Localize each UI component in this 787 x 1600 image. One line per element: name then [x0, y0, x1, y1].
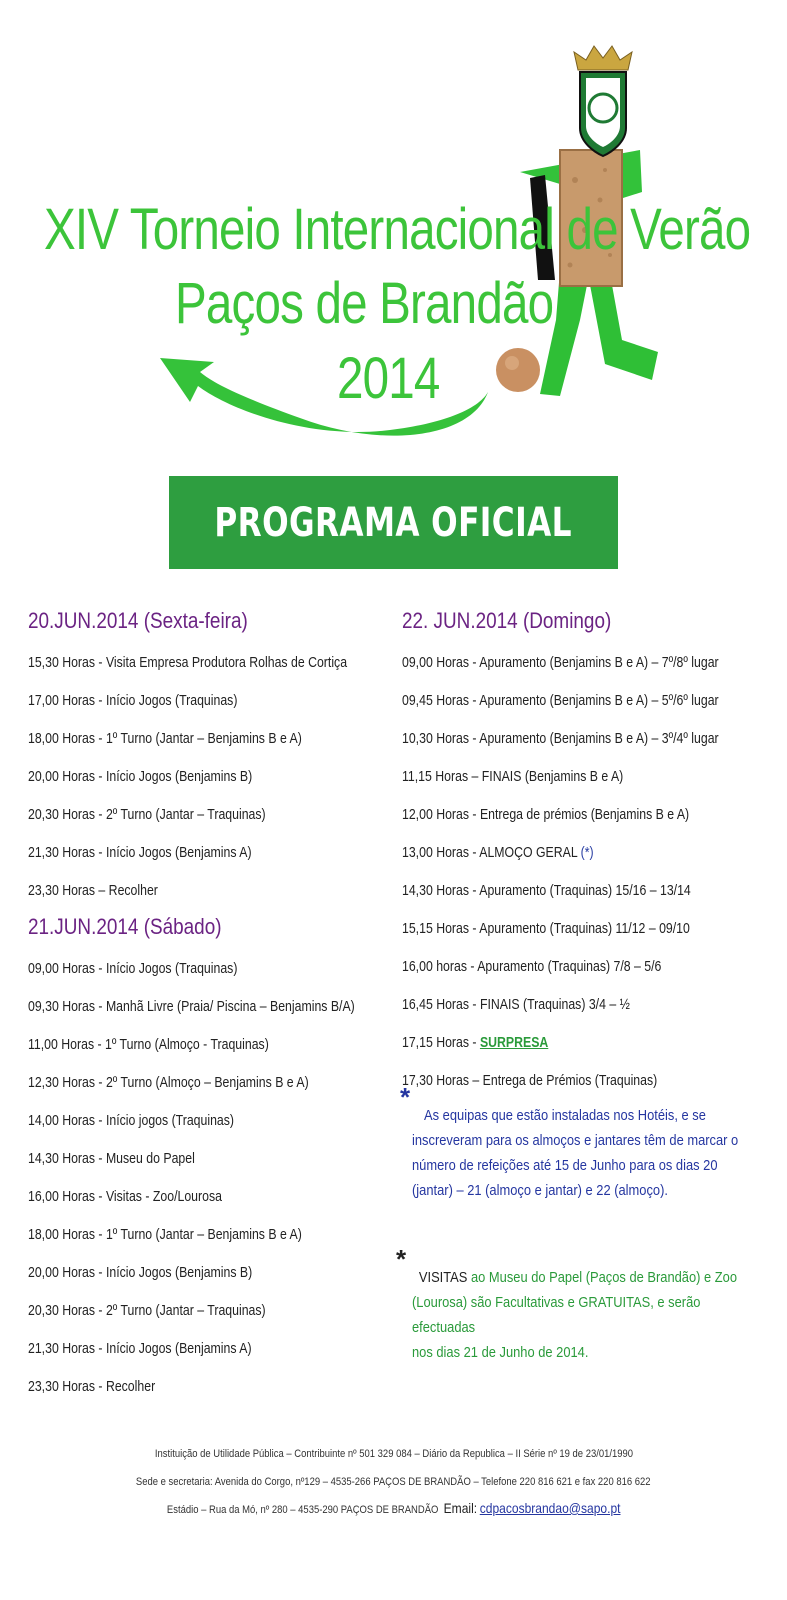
title-line-1: XIV Torneio Internacional de Verão	[44, 197, 751, 262]
event-row: 14,30 Horas - Museu do Papel	[28, 1150, 195, 1167]
event-row: 17,00 Horas - Início Jogos (Traquinas)	[28, 692, 238, 709]
event-row: 18,00 Horas - 1º Turno (Jantar – Benjamins B e A)	[28, 730, 302, 747]
footer-line-3	[0, 1500, 787, 1516]
footer-text: Estádio – Rua da Mó, nº 280 – 4535-290 PAÇOS DE BRANDÃO	[166, 1504, 439, 1516]
event-row: 20,30 Horas - 2º Turno (Jantar – Traquinas)	[28, 806, 266, 823]
event-row: 12,00 Horas - Entrega de prémios (Benjamins B e A)	[402, 806, 690, 823]
note-line: número de refeições até 15 de Junho para os dias 20	[412, 1157, 718, 1174]
email-link[interactable]: cdpacosbrandao@sapo.pt	[479, 1500, 621, 1516]
event-row	[402, 834, 705, 872]
event-row: 09,45 Horas - Apuramento (Benjamins B e A) – 5º/6º lugar	[402, 692, 719, 709]
event-text: 17,15 Horas -	[402, 1034, 480, 1051]
day-title-3: 22. JUN.2014 (Domingo)	[402, 608, 612, 633]
title-line-3: 2014	[337, 346, 440, 411]
note-line: nos dias 21 de Junho de 2014.	[412, 1344, 589, 1361]
event-row: 09,30 Horas - Manhã Livre (Praia/ Piscina – Benjamins B/A)	[28, 998, 355, 1015]
event-row: 11,00 Horas - 1º Turno (Almoço - Traquinas)	[28, 1036, 269, 1053]
event-row: 23,30 Horas – Recolher	[28, 882, 158, 899]
note-line: inscreveram para os almoços e jantares têm de marcar o	[412, 1132, 739, 1149]
note-line	[412, 1265, 739, 1290]
right-column	[402, 606, 772, 1100]
event-row: 12,30 Horas - 2º Turno (Almoço – Benjamins B e A)	[28, 1074, 309, 1091]
footer-line-1	[0, 1448, 787, 1460]
program-banner	[169, 476, 618, 569]
event-row: 17,30 Horas – Entrega de Prémios (Traquinas)	[402, 1072, 658, 1089]
email-label: Email:	[443, 1500, 477, 1516]
footer-text: Sede e secretaria: Avenida do Corgo, nº129 – 4535-266 PAÇOS DE BRANDÃO – Telefone 220 816 621 e fax 220 816 622	[136, 1476, 651, 1488]
day-title-2: 21.JUN.2014 (Sábado)	[28, 914, 222, 939]
note-line: (jantar) – 21 (almoço e jantar) e 22 (almoço).	[412, 1182, 668, 1199]
note-line: As equipas que estão instaladas nos Hotéis, e se	[424, 1107, 706, 1124]
meal-note	[412, 1103, 739, 1203]
event-row: 23,30 Horas - Recolher	[28, 1378, 156, 1395]
event-row: 21,30 Horas - Início Jogos (Benjamins A)	[28, 844, 252, 861]
event-row: 21,30 Horas - Início Jogos (Benjamins A)	[28, 1340, 252, 1357]
event-row: 20,00 Horas - Início Jogos (Benjamins B)	[28, 1264, 253, 1281]
note-line: (Lourosa) são Facultativas e GRATUITAS, e serão efectuadas	[412, 1294, 701, 1336]
event-row: 15,15 Horas - Apuramento (Traquinas) 11/12 – 09/10	[402, 920, 690, 937]
event-row	[402, 1024, 705, 1062]
event-row: 14,30 Horas - Apuramento (Traquinas) 15/16 – 13/14	[402, 882, 691, 899]
event-row: 16,00 horas - Apuramento (Traquinas) 7/8 – 5/6	[402, 958, 662, 975]
banner-label: PROGRAMA OFICIAL	[214, 499, 573, 546]
event-row: 16,45 Horas - FINAIS (Traquinas) 3/4 – ½	[402, 996, 630, 1013]
note-asterisk: *	[400, 1082, 411, 1112]
event-text: 13,00 Horas - ALMOÇO GERAL	[402, 844, 581, 861]
title-line-2: Paços de Brandão	[175, 271, 554, 336]
event-row: 20,30 Horas - 2º Turno (Jantar – Traquinas)	[28, 1302, 266, 1319]
day-title-1: 20.JUN.2014 (Sexta-feira)	[28, 608, 248, 633]
event-row: 15,30 Horas - Visita Empresa Produtora Rolhas de Cortiça	[28, 654, 348, 671]
event-row: 14,00 Horas - Início jogos (Traquinas)	[28, 1112, 235, 1129]
note-asterisk: *	[396, 1244, 407, 1274]
event-row: 16,00 Horas - Visitas - Zoo/Lourosa	[28, 1188, 222, 1205]
visits-note	[412, 1265, 739, 1365]
star-mark: (*)	[580, 844, 594, 861]
footer-line-2	[0, 1476, 787, 1488]
event-row: 20,00 Horas - Início Jogos (Benjamins B)	[28, 768, 253, 785]
note-text: ao Museu do Papel (Paços de Brandão) e Zoo	[467, 1269, 738, 1286]
event-row: 18,00 Horas - 1º Turno (Jantar – Benjamins B e A)	[28, 1226, 302, 1243]
event-row: 09,00 Horas - Início Jogos (Traquinas)	[28, 960, 238, 977]
left-column	[28, 606, 388, 1406]
event-row: 11,15 Horas – FINAIS (Benjamins B e A)	[402, 768, 624, 785]
footer-text: Instituição de Utilidade Pública – Contribuinte nº 501 329 084 – Diário da Republica – II Série nº 19 de 23/01/1990	[154, 1448, 633, 1460]
visits-word: VISITAS	[418, 1269, 468, 1286]
surprise-link[interactable]: SURPRESA	[479, 1034, 549, 1051]
event-row: 09,00 Horas - Apuramento (Benjamins B e A) – 7º/8º lugar	[402, 654, 719, 671]
header	[0, 0, 787, 470]
event-row: 10,30 Horas - Apuramento (Benjamins B e A) – 3º/4º lugar	[402, 730, 719, 747]
